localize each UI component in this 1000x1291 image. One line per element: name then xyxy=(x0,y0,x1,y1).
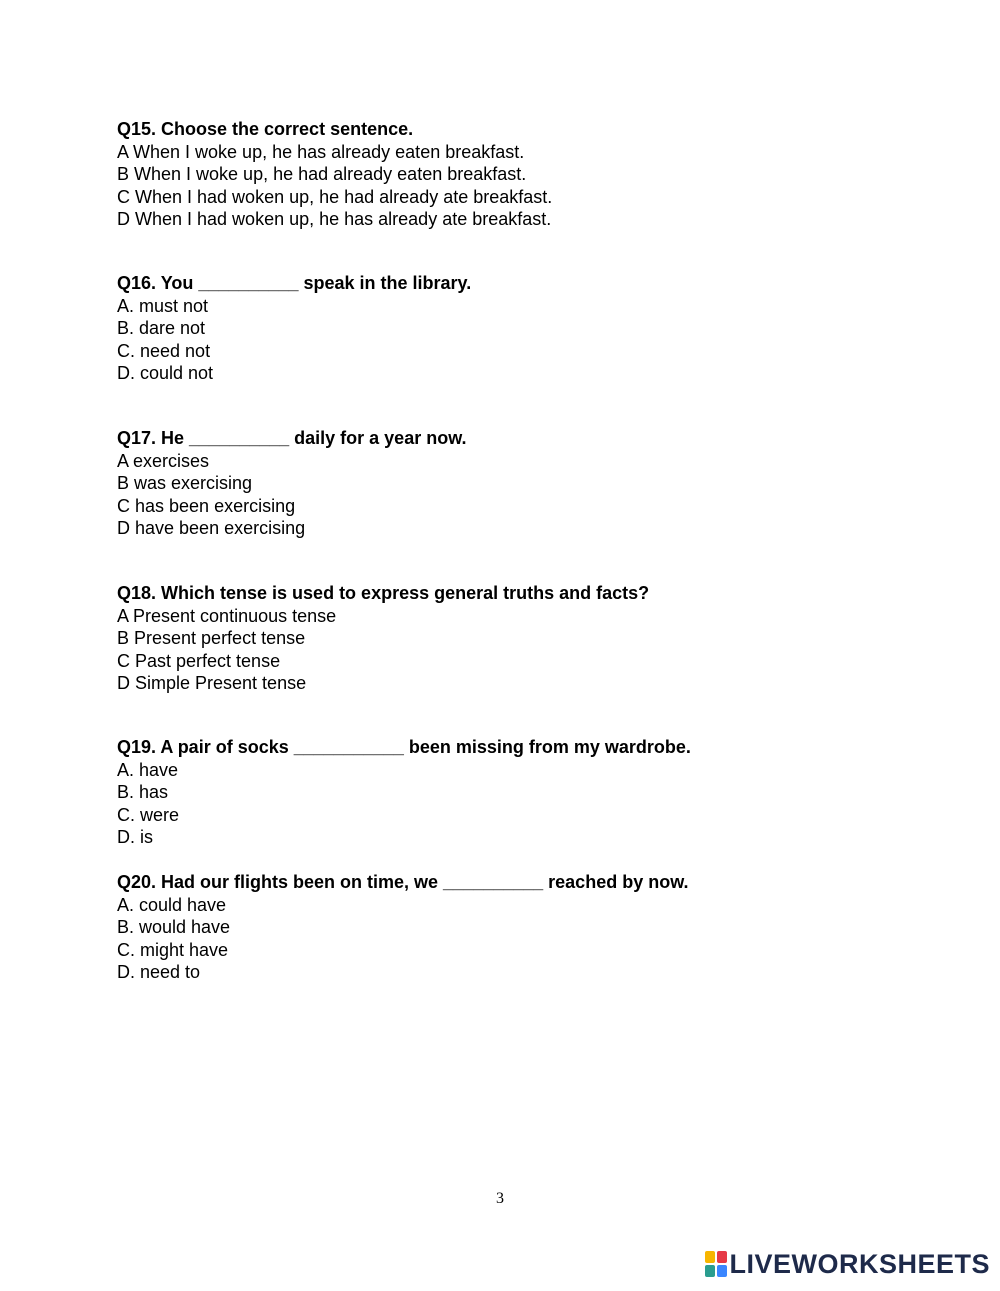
answer-option-b[interactable]: B When I woke up, he had already eaten breakfast. xyxy=(117,164,527,184)
liveworksheets-logo-icon xyxy=(705,1251,727,1277)
answer-option-a[interactable]: A. have xyxy=(117,759,179,780)
question-title: Q17. He __________ daily for a year now. xyxy=(117,428,467,448)
question-title: Q19. A pair of socks ___________ been missing from my wardrobe. xyxy=(117,737,691,757)
question-title: Q16. You __________ speak in the library. xyxy=(117,273,472,293)
answer-option-d[interactable]: D. is xyxy=(117,827,153,847)
page-number: 3 xyxy=(496,1190,504,1207)
question-19 xyxy=(117,736,691,849)
answer-option-a[interactable]: A. must not xyxy=(117,295,209,316)
question-title: Q18. Which tense is used to express general truths and facts? xyxy=(117,583,650,603)
question-18 xyxy=(117,582,649,695)
logo-block-4 xyxy=(717,1265,727,1277)
question-title: Q20. Had our flights been on time, we __________ reached by now. xyxy=(117,872,689,892)
answer-option-c[interactable]: C. need not xyxy=(117,340,211,361)
question-title: Q15. Choose the correct sentence. xyxy=(117,119,414,139)
logo-block-2 xyxy=(717,1251,727,1263)
answer-option-a[interactable]: A When I woke up, he has already eaten breakfast. xyxy=(117,141,525,162)
answer-option-d[interactable]: D Simple Present tense xyxy=(117,673,307,693)
answer-option-a[interactable]: A Present continuous tense xyxy=(117,605,337,626)
answer-option-d[interactable]: D have been exercising xyxy=(117,518,306,538)
answer-option-b[interactable]: B Present perfect tense xyxy=(117,628,306,648)
answer-option-c[interactable]: C When I had woken up, he had already ate breakfast. xyxy=(117,186,553,207)
answer-option-d[interactable]: D. need to xyxy=(117,962,201,982)
logo-block-3 xyxy=(705,1265,715,1277)
answer-option-c[interactable]: C. might have xyxy=(117,939,229,960)
answer-option-c[interactable]: C. were xyxy=(117,804,180,825)
liveworksheets-brand[interactable] xyxy=(705,1249,990,1279)
answer-option-b[interactable]: B. would have xyxy=(117,917,231,937)
answer-option-a[interactable]: A. could have xyxy=(117,894,227,915)
answer-option-a[interactable]: A exercises xyxy=(117,450,210,471)
question-15 xyxy=(117,118,552,231)
answer-option-c[interactable]: C has been exercising xyxy=(117,495,296,516)
answer-option-d[interactable]: D. could not xyxy=(117,363,214,383)
question-16 xyxy=(117,272,471,385)
question-17 xyxy=(117,427,467,540)
answer-option-b[interactable]: B. dare not xyxy=(117,318,206,338)
answer-option-b[interactable]: B was exercising xyxy=(117,473,253,493)
answer-option-c[interactable]: C Past perfect tense xyxy=(117,650,281,671)
logo-block-1 xyxy=(705,1251,715,1263)
answer-option-d[interactable]: D When I had woken up, he has already ate breakfast. xyxy=(117,209,552,229)
brand-name: LIVEWORKSHEETS xyxy=(729,1248,990,1279)
answer-option-b[interactable]: B. has xyxy=(117,782,169,802)
question-20 xyxy=(117,871,689,984)
